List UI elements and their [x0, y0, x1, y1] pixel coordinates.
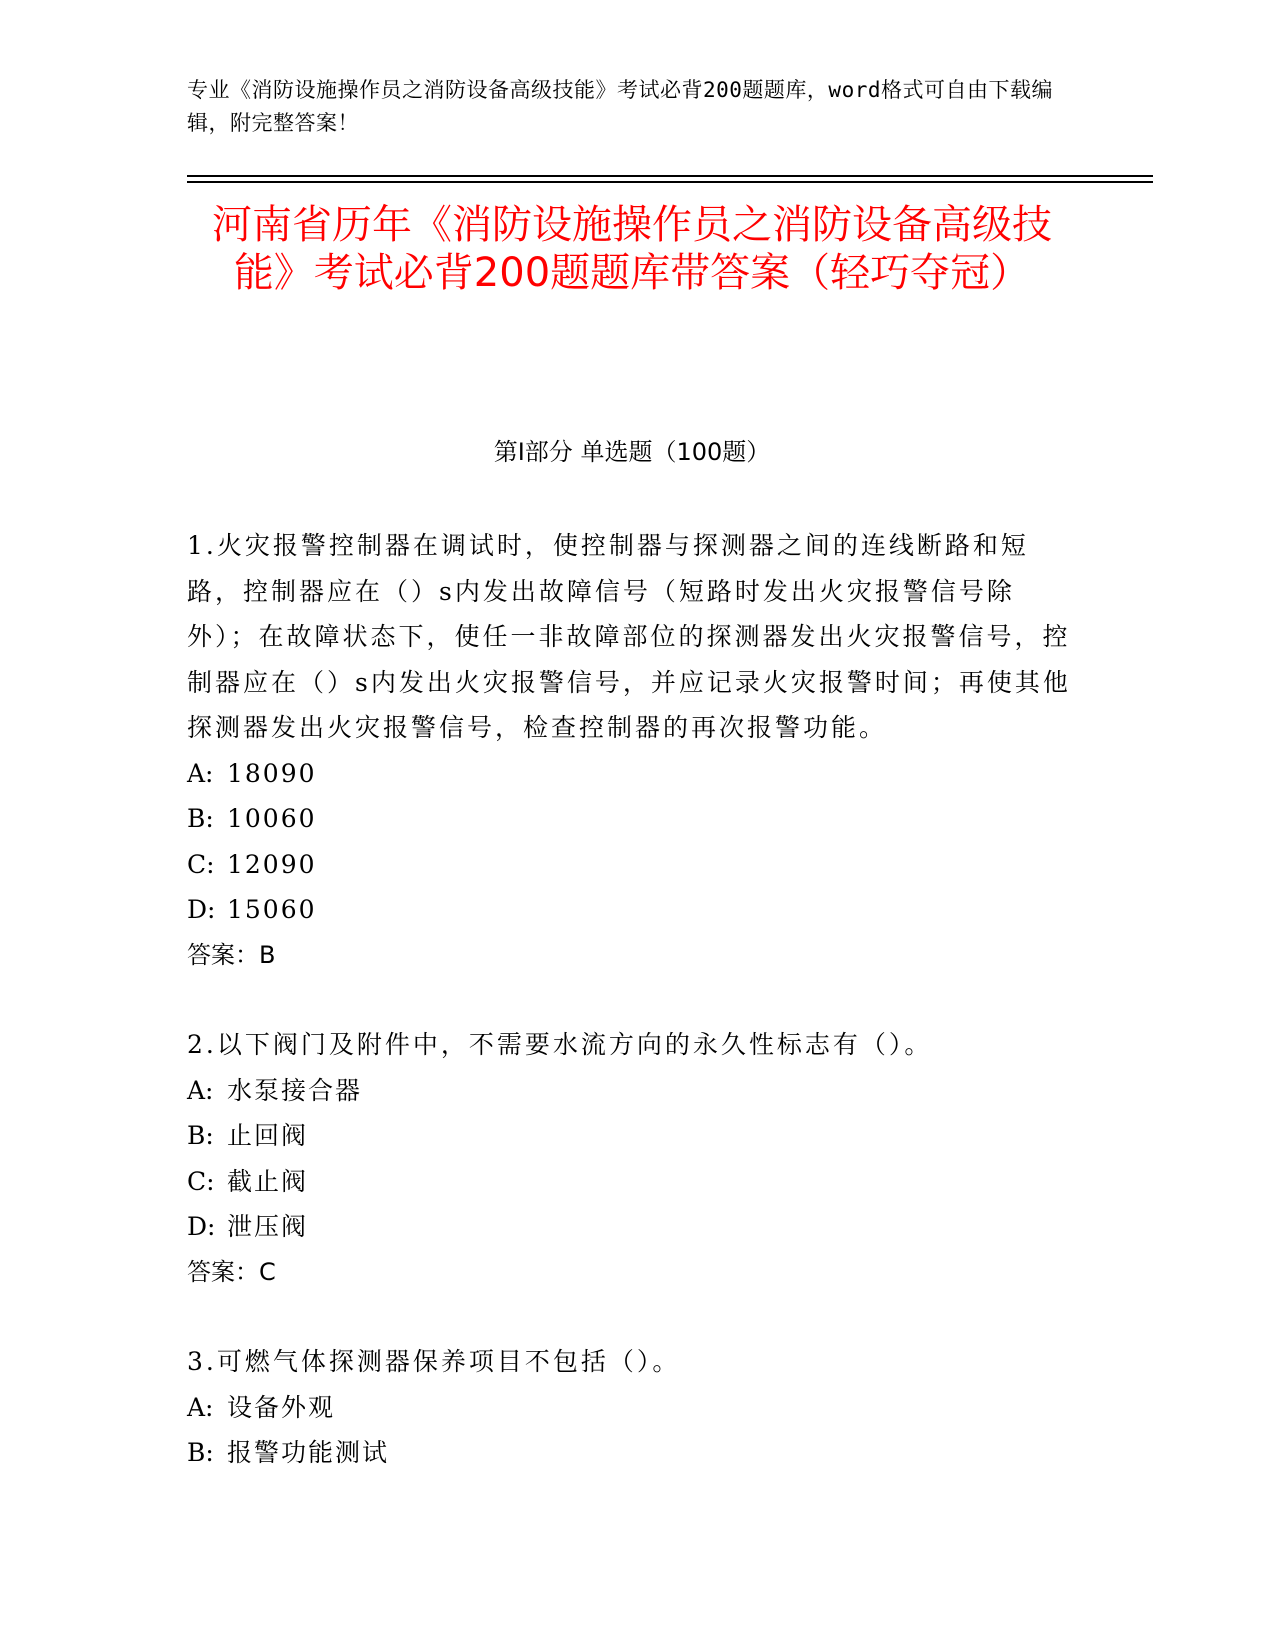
option-letter: B: — [187, 1121, 214, 1150]
option-letter: C: — [187, 849, 215, 879]
option-letter: B: — [187, 804, 214, 833]
option-text: 15060 — [227, 895, 317, 924]
document-title: 河南省历年《消防设施操作员之消防设备高级技能》考试必背200题题库带答案（轻巧夺冠） — [212, 202, 1052, 296]
option-letter: A: — [187, 758, 214, 788]
option-c — [187, 1159, 1077, 1205]
option-text: 截止阀 — [227, 1166, 309, 1196]
question-stem: 3.可燃气体探测器保养项目不包括（）。 — [187, 1347, 681, 1376]
option-d — [187, 887, 1077, 933]
header-divider-top — [187, 175, 1153, 177]
option-text: 报警功能测试 — [227, 1438, 390, 1467]
option-text: 泄压阀 — [227, 1212, 309, 1241]
option-letter: B: — [187, 1438, 214, 1467]
option-letter: D: — [187, 1212, 216, 1241]
question-stem: 2.以下阀门及附件中，不需要水流方向的永久性标志有（）。 — [187, 1030, 933, 1059]
header-note: 专业《消防设施操作员之消防设备高级技能》考试必背200题题库，word格式可自由下载编辑，附完整答案！ — [187, 78, 1053, 135]
option-text: 设备外观 — [227, 1392, 336, 1422]
option-text: 止回阀 — [227, 1121, 309, 1150]
option-letter: A: — [187, 1392, 214, 1422]
option-text: 10060 — [227, 804, 317, 833]
question-1 — [187, 523, 1077, 978]
question-2 — [187, 1022, 1077, 1295]
option-b — [187, 796, 1077, 842]
header-divider-bottom — [187, 181, 1153, 183]
option-a — [187, 1068, 1077, 1114]
option-b — [187, 1430, 1077, 1476]
answer: 答案：C — [187, 1257, 276, 1286]
option-c — [187, 842, 1077, 888]
option-a — [187, 1385, 1077, 1431]
question-stem: 1.火灾报警控制器在调试时，使控制器与探测器之间的连线断路和短路，控制器应在（）s内发出故障信号（短路时发出火灾报警信号除外）；在故障状态下，使任一非故障部位的探测器发出火灾报警信号，控制器应在（）s内发出火灾报警信号，并应记录火灾报警时间；再使其他探测器发出火灾报警信号，检查控制器的再次报警功能。 — [187, 531, 1071, 742]
option-text: 18090 — [227, 758, 317, 788]
question-3 — [187, 1339, 1077, 1476]
option-text: 水泵接合器 — [227, 1075, 363, 1105]
option-b — [187, 1113, 1077, 1159]
option-a — [187, 751, 1077, 797]
option-letter: C: — [187, 1166, 215, 1196]
option-letter: D: — [187, 895, 216, 924]
option-d — [187, 1204, 1077, 1250]
question-list — [187, 523, 1077, 1520]
option-letter: A: — [187, 1075, 214, 1105]
option-text: 12090 — [227, 849, 317, 879]
answer: 答案：B — [187, 940, 276, 969]
section-title: 第I部分 单选题（100题） — [493, 438, 771, 466]
